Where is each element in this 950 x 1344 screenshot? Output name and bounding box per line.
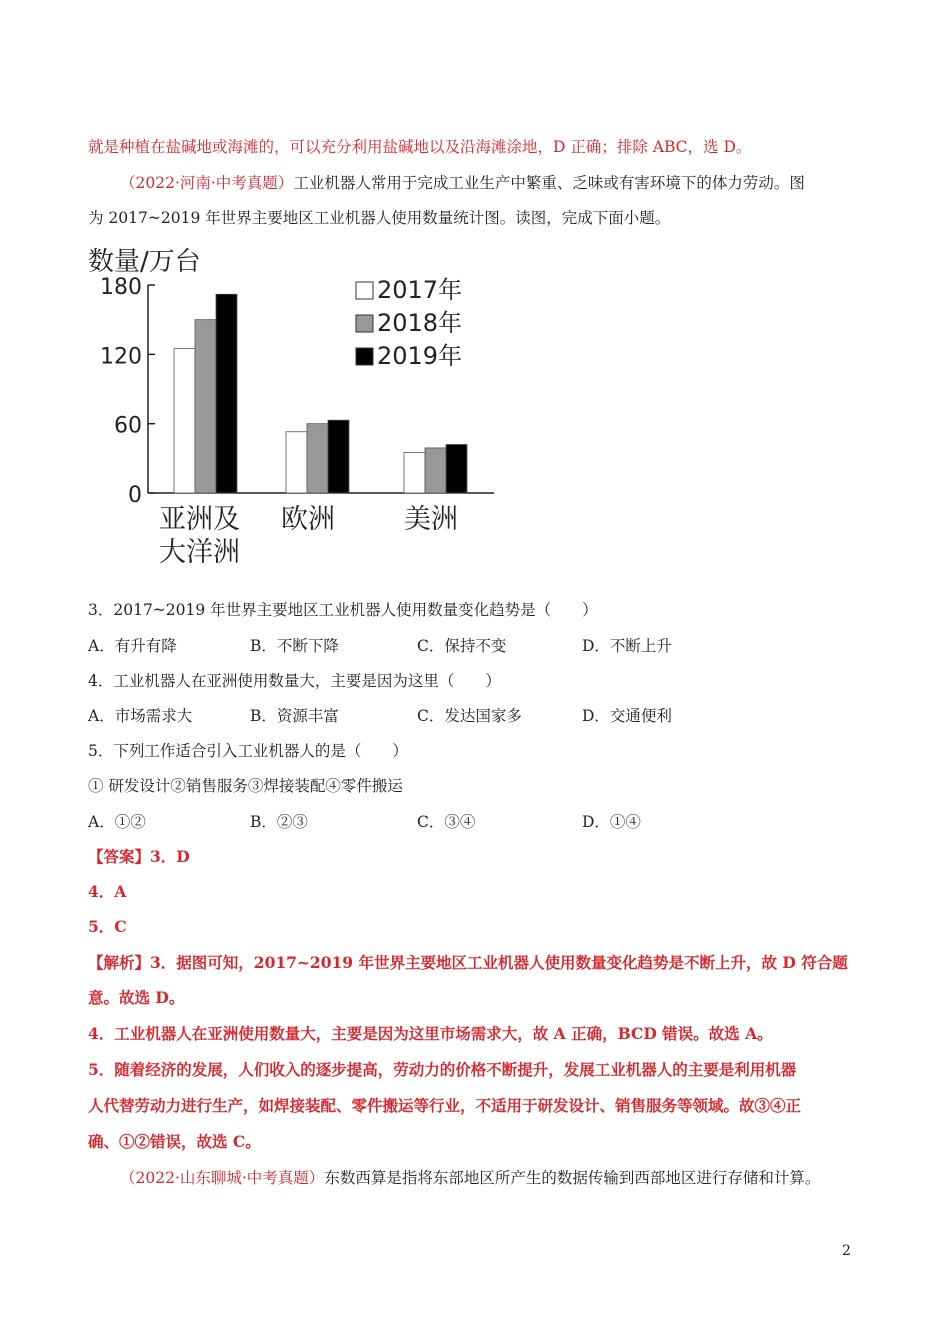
x-tick-label: 美洲 <box>404 504 458 535</box>
question-4-option-c[interactable]: C．发达国家多 <box>417 707 522 725</box>
bar-2018年-亚洲及大洋洲 <box>195 320 216 493</box>
legend-label: 2019年 <box>377 342 463 370</box>
question-5-sub: ① 研发设计②销售服务③焊接装配④零件搬运 <box>88 777 403 795</box>
answer-4: 4．A <box>88 882 127 901</box>
question-5-option-a[interactable]: A．①② <box>88 813 146 831</box>
question-4-option-b[interactable]: B．资源丰富 <box>250 707 339 725</box>
y-tick-label: 120 <box>100 344 142 370</box>
answer-label: 【答案】 <box>88 847 151 866</box>
analysis-3a: 3．据图可知，2017~2019 年世界主要地区工业机器人使用数量变化趋势是不断上升，故 D 符合题 <box>150 953 848 972</box>
question-3-option-d[interactable]: D．不断上升 <box>582 637 672 655</box>
question-3-option-c[interactable]: C．保持不变 <box>417 637 507 655</box>
analysis-3b: 意。故选 D。 <box>88 988 185 1007</box>
legend-label: 2018年 <box>377 309 463 337</box>
next-passage <box>120 1168 820 1188</box>
bar-2018年-美洲 <box>425 448 446 493</box>
legend-swatch <box>356 315 373 332</box>
page-number: 2 <box>842 1243 851 1259</box>
legend-swatch <box>356 282 373 299</box>
analysis-5c: 确、①②错误，故选 C。 <box>88 1132 261 1151</box>
question-3-stem: 3．2017~2019 年世界主要地区工业机器人使用数量变化趋势是（ ） <box>88 601 598 619</box>
bar-chart <box>86 240 506 575</box>
x-tick-label: 亚洲及 <box>159 504 240 535</box>
bar-2017年-美洲 <box>404 453 425 493</box>
answer-5: 5．C <box>88 917 127 936</box>
intro-line: 就是种植在盐碱地或海滩的，可以充分利用盐碱地以及沿海滩涂地，D 正确；排除 ABC，选 D。 <box>88 138 752 156</box>
passage-line-2: 为 2017~2019 年世界主要地区工业机器人使用数量统计图。读图，完成下面小题。 <box>88 209 671 227</box>
next-passage-text: 东数西算是指将东部地区所产生的数据传输到西部地区进行存储和计算。 <box>324 1169 821 1187</box>
analysis-5a: 5．随着经济的发展，人们收入的逐步提高，劳动力的价格不断提升，发展工业机器人的主要是利用机器 <box>88 1060 797 1079</box>
question-5-option-c[interactable]: C．③④ <box>417 813 476 831</box>
question-3-option-a[interactable]: A．有升有降 <box>88 637 177 655</box>
chart-ylabel: 数量/万台 <box>88 247 201 277</box>
question-5-option-d[interactable]: D．①④ <box>582 813 641 831</box>
question-5-stem: 5．下列工作适合引入工业机器人的是（ ） <box>88 742 408 760</box>
question-4-stem: 4．工业机器人在亚洲使用数量大，主要是因为这里（ ） <box>88 672 501 690</box>
legend-label: 2017年 <box>377 276 463 304</box>
question-4-option-d[interactable]: D．交通便利 <box>582 707 672 725</box>
bar-2017年-亚洲及大洋洲 <box>174 349 195 493</box>
bar-2018年-欧洲 <box>307 424 328 493</box>
analysis-label: 【解析】 <box>88 953 151 972</box>
bar-2019年-欧洲 <box>328 420 349 493</box>
answer-3: 3．D <box>150 847 190 866</box>
bar-2019年-美洲 <box>446 444 467 493</box>
y-tick-label: 0 <box>128 483 142 508</box>
passage-line-1 <box>120 173 805 193</box>
x-tick-label: 大洋洲 <box>159 537 240 568</box>
passage-source: （2022·河南·中考真题） <box>120 174 294 192</box>
question-3-option-b[interactable]: B．不断下降 <box>250 637 339 655</box>
answer-line <box>88 847 190 867</box>
legend-swatch <box>356 348 373 365</box>
analysis-line-1 <box>88 953 848 973</box>
question-5-option-b[interactable]: B．②③ <box>250 813 308 831</box>
analysis-4: 4．工业机器人在亚洲使用数量大，主要是因为这里市场需求大，故 A 正确，BCD 错误。故选 A。 <box>88 1024 773 1043</box>
bar-2019年-亚洲及大洋洲 <box>216 294 237 493</box>
analysis-5b: 人代替劳动力进行生产，如焊接装配、零件搬运等行业，不适用于研发设计、销售服务等领域。故③④正 <box>88 1096 802 1115</box>
bar-2017年-欧洲 <box>286 432 307 493</box>
y-tick-label: 180 <box>100 275 142 300</box>
question-4-option-a[interactable]: A．市场需求大 <box>88 707 193 725</box>
y-tick-label: 60 <box>114 413 142 439</box>
passage-text-1: 工业机器人常用于完成工业生产中繁重、乏味或有害环境下的体力劳动。图 <box>293 174 805 192</box>
x-tick-label: 欧洲 <box>281 504 335 535</box>
next-passage-source: （2022·山东聊城·中考真题） <box>120 1169 325 1187</box>
